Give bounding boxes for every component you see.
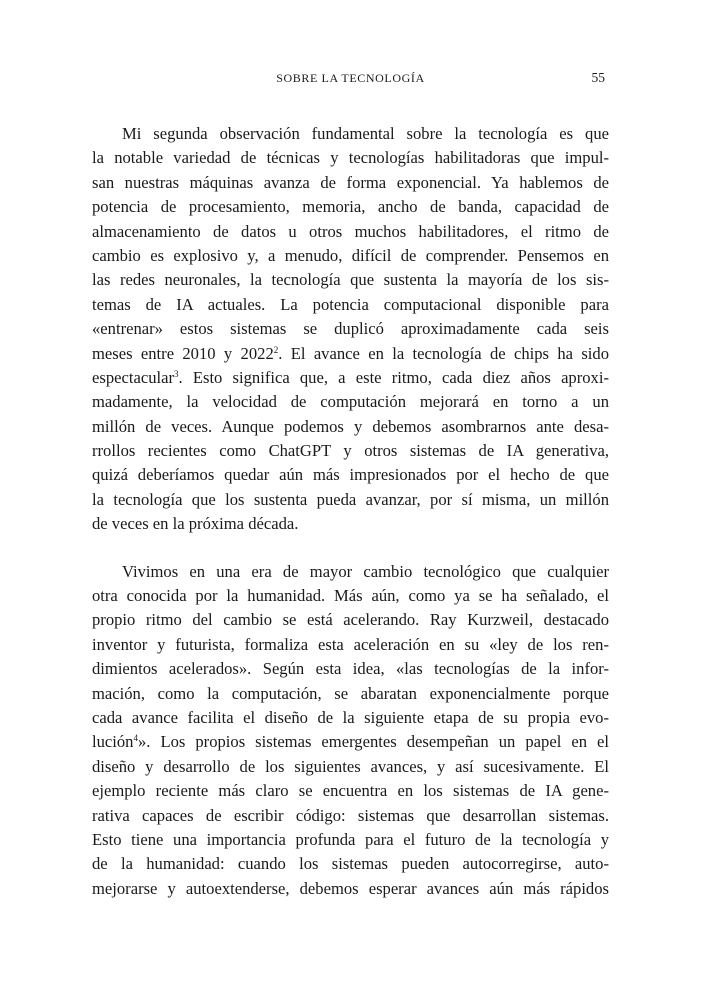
text-segment: espectacular (92, 367, 174, 387)
text-line: dimientos acelerados». Según esta idea, «las tecnologías de la infor- (92, 659, 609, 679)
text-line: la notable variedad de técnicas y tecnologías habilitadoras que impul- (92, 148, 609, 168)
text-line (92, 366, 609, 390)
text-segment: . Esto significa que, a este ritmo, cada diez años aproxi- (178, 367, 609, 387)
text-segment: . El avance en la tecnología de chips ha sido (278, 343, 609, 363)
footnote-marker: 3 (174, 368, 179, 379)
text-line: rrollos recientes como ChatGPT y otros sistemas de IA generativa, (92, 441, 609, 461)
text-line: cambio es explosivo y, a menudo, difícil de comprender. Pensemos en (92, 245, 609, 265)
page-number: 55 (591, 70, 605, 85)
text-line: de veces en la próxima década. (92, 514, 299, 534)
body-text (92, 122, 609, 901)
text-line: «entrenar» estos sistemas se duplicó aproximadamente cada seis (92, 319, 609, 339)
text-line: propio ritmo del cambio se está acelerando. Ray Kurzweil, destacado (92, 610, 609, 630)
text-line: almacenamiento de datos u otros muchos habilitadores, el ritmo de (92, 221, 609, 241)
text-line: san nuestras máquinas avanza de forma exponencial. Ya hablemos de (92, 172, 609, 192)
text-line: otra conocida por la humanidad. Más aún, como ya se ha señalado, el (92, 586, 609, 606)
text-line: ejemplo reciente más claro se encuentra en los sistemas de IA gene- (92, 781, 609, 801)
text-line: Mi segunda observación fundamental sobre la tecnología es que (122, 124, 609, 143)
paragraph (92, 122, 609, 537)
text-line: las redes neuronales, la tecnología que sustenta la mayoría de los sis- (92, 270, 609, 290)
text-line: de la humanidad: cuando los sistemas pueden autocorregirse, auto- (92, 854, 609, 874)
text-line: diseño y desarrollo de los siguientes avances, y así sucesivamente. El (92, 756, 609, 776)
text-line: rativa capaces de escribir código: sistemas que desarrollan sistemas. (92, 805, 609, 825)
text-line: millón de veces. Aunque podemos y debemos asombrarnos ante desa- (92, 416, 609, 436)
footnote-marker: 4 (133, 733, 138, 744)
paragraph (92, 560, 609, 901)
text-line: mación, como la computación, se abaratan exponencialmente porque (92, 683, 609, 703)
text-line: la tecnología que los sustenta pueda avanzar, por sí misma, un millón (92, 489, 609, 509)
text-line: Esto tiene una importancia profunda para el futuro de la tecnología y (92, 829, 609, 849)
running-header (0, 70, 701, 90)
text-line: potencia de procesamiento, memoria, ancho de banda, capacidad de (92, 197, 609, 217)
text-line: mejorarse y autoextenderse, debemos esperar avances aún más rápidos (92, 878, 609, 898)
text-segment: lución (92, 732, 134, 752)
text-line: cada avance facilita el diseño de la siguiente etapa de su propia evo- (92, 707, 609, 727)
text-line (92, 342, 609, 366)
text-line: inventor y futurista, formaliza esta aceleración en su «ley de los ren- (92, 634, 609, 654)
text-line: madamente, la velocidad de computación mejorará en torno a un (92, 392, 609, 412)
running-title: SOBRE LA TECNOLOGÍA (276, 71, 425, 85)
text-line (92, 730, 609, 754)
text-segment: ». Los propios sistemas emergentes desempeñan un papel en el (137, 732, 609, 752)
text-segment: meses entre 2010 y 2022 (92, 343, 274, 363)
text-line: Vivimos en una era de mayor cambio tecnológico que cualquier (122, 561, 609, 581)
footnote-marker: 2 (273, 344, 279, 355)
text-line: quizá deberíamos quedar aún más impresionados por el hecho de que (92, 465, 609, 485)
text-line: temas de IA actuales. La potencia computacional disponible para (92, 294, 609, 314)
